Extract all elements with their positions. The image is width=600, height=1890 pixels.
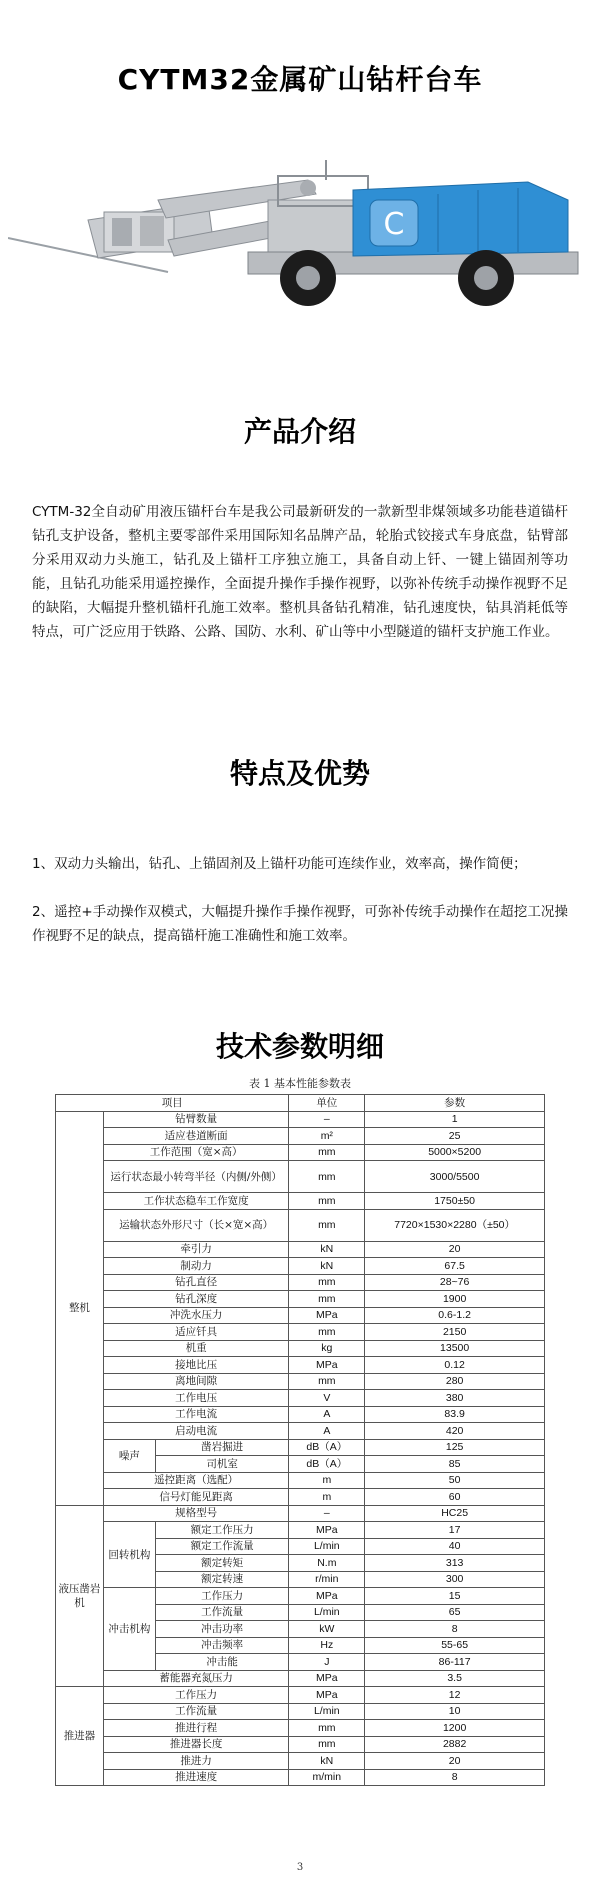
- row-name: 遥控距离（选配）: [103, 1472, 289, 1489]
- row-name: 推进行程: [103, 1720, 289, 1737]
- row-value: 13500: [365, 1340, 545, 1357]
- row-value: 2882: [365, 1736, 545, 1753]
- row-unit: mm: [289, 1144, 365, 1161]
- row-unit: A: [289, 1423, 365, 1440]
- row-unit: mm: [289, 1209, 365, 1241]
- row-value: 0.6-1.2: [365, 1307, 545, 1324]
- table-row: [56, 1144, 545, 1161]
- row-unit: V: [289, 1390, 365, 1407]
- row-name: 推进力: [103, 1753, 289, 1770]
- row-value: 0.12: [365, 1357, 545, 1374]
- row-value: 7720×1530×2280（±50）: [365, 1209, 545, 1241]
- row-name: 钻臂数量: [103, 1111, 289, 1128]
- row-unit: L/min: [289, 1538, 365, 1555]
- table-row: [56, 1291, 545, 1308]
- section-heading-specs: 技术参数明细: [215, 1030, 384, 1063]
- section-heading-features: 特点及优势: [229, 757, 370, 790]
- table-row: [56, 1670, 545, 1687]
- intro-paragraph: CYTM-32全自动矿用液压锚杆台车是我公司最新研发的一款新型非煤领域多功能巷道锚杆钻孔支护设备，整机主要零部件采用国际知名品牌产品，轮胎式铰接式车身底盘，钻臂部分采用双动力头施工，钻孔及上锚杆工序独立施工，具备自动上钎、一键上锚固剂等功能，且钻孔功能采用遥控操作，全面提升操作手操作视野，以弥补传统手动操作视野不足的缺陷，大幅提升整机锚杆孔施工效率。整机具备钻孔精准，钻孔速度快，钻具消耗低等特点，可广泛应用于铁路、公路、国防、水利、矿山等中小型隧道的锚杆支护施工作业。: [32, 504, 568, 640]
- table-row: [56, 1522, 545, 1539]
- row-unit: J: [289, 1654, 365, 1671]
- row-name: 工作流量: [103, 1703, 289, 1720]
- page-title: CYTM32金属矿山钻杆台车: [117, 63, 483, 96]
- row-value: 8: [365, 1769, 545, 1786]
- row-unit: m²: [289, 1128, 365, 1145]
- row-name: 额定转速: [155, 1571, 289, 1588]
- table-row: [56, 1307, 545, 1324]
- row-unit: m/min: [289, 1769, 365, 1786]
- section-heading-intro: 产品介绍: [243, 415, 356, 448]
- row-unit: –: [289, 1505, 365, 1522]
- row-unit: mm: [289, 1324, 365, 1341]
- row-unit: r/min: [289, 1571, 365, 1588]
- table-row: [56, 1687, 545, 1704]
- table-row: [56, 1423, 545, 1440]
- row-value: 17: [365, 1522, 545, 1539]
- row-value: 1200: [365, 1720, 545, 1737]
- row-unit: m: [289, 1472, 365, 1489]
- table-row: [56, 1406, 545, 1423]
- row-name: 适应巷道断面: [103, 1128, 289, 1145]
- row-name: 牵引力: [103, 1241, 289, 1258]
- row-unit: MPa: [289, 1357, 365, 1374]
- row-value: 3.5: [365, 1670, 545, 1687]
- row-unit: MPa: [289, 1307, 365, 1324]
- row-unit: A: [289, 1406, 365, 1423]
- row-value: 125: [365, 1439, 545, 1456]
- row-name: 司机室: [155, 1456, 289, 1473]
- row-value: 85: [365, 1456, 545, 1473]
- row-value: 25: [365, 1128, 545, 1145]
- group-label-rock-drill: 液压凿岩机: [56, 1505, 104, 1687]
- row-name: 工作状态稳车工作宽度: [103, 1193, 289, 1210]
- row-name: 规格型号: [103, 1505, 289, 1522]
- row-name: 冲击能: [155, 1654, 289, 1671]
- row-name: 凿岩掘进: [155, 1439, 289, 1456]
- group-label-noise: 噪声: [103, 1439, 155, 1472]
- row-unit: mm: [289, 1291, 365, 1308]
- feature-item-1: 1、双动力头输出，钻孔、上锚固剂及上锚杆功能可连续作业，效率高，操作简便；: [32, 856, 527, 872]
- row-unit: kN: [289, 1258, 365, 1275]
- row-name: 工作电流: [103, 1406, 289, 1423]
- row-unit: mm: [289, 1373, 365, 1390]
- row-value: 20: [365, 1753, 545, 1770]
- row-value: 313: [365, 1555, 545, 1572]
- table-row: [56, 1357, 545, 1374]
- table-row: [56, 1193, 545, 1210]
- table-row: [56, 1161, 545, 1193]
- row-unit: mm: [289, 1736, 365, 1753]
- row-name: 蓄能器充氮压力: [103, 1670, 289, 1687]
- row-value: 5000×5200: [365, 1144, 545, 1161]
- row-name: 冲击频率: [155, 1637, 289, 1654]
- table-row: [56, 1505, 545, 1522]
- row-name: 启动电流: [103, 1423, 289, 1440]
- group-label-rotation: 回转机构: [103, 1522, 155, 1588]
- row-unit: N.m: [289, 1555, 365, 1572]
- row-value: 280: [365, 1373, 545, 1390]
- row-name: 额定转矩: [155, 1555, 289, 1572]
- row-unit: L/min: [289, 1703, 365, 1720]
- group-label-machine: 整机: [56, 1111, 104, 1505]
- table-row: [56, 1489, 545, 1506]
- table-row: [56, 1258, 545, 1275]
- row-value: 86-117: [365, 1654, 545, 1671]
- row-name: 离地间隙: [103, 1373, 289, 1390]
- row-unit: m: [289, 1489, 365, 1506]
- row-unit: mm: [289, 1161, 365, 1193]
- table-row: [56, 1703, 545, 1720]
- row-unit: Hz: [289, 1637, 365, 1654]
- row-unit: kN: [289, 1753, 365, 1770]
- row-name: 额定工作压力: [155, 1522, 289, 1539]
- row-value: 420: [365, 1423, 545, 1440]
- header-param: 参数: [365, 1095, 545, 1112]
- row-value: 65: [365, 1604, 545, 1621]
- row-value: 55-65: [365, 1637, 545, 1654]
- row-value: 1900: [365, 1291, 545, 1308]
- table-row: [56, 1390, 545, 1407]
- header-unit: 单位: [289, 1095, 365, 1112]
- row-name: 接地比压: [103, 1357, 289, 1374]
- row-name: 冲击功率: [155, 1621, 289, 1638]
- row-unit: MPa: [289, 1588, 365, 1605]
- row-value: 10: [365, 1703, 545, 1720]
- page-number: 3: [296, 1862, 304, 1873]
- row-name: 推进速度: [103, 1769, 289, 1786]
- row-value: 12: [365, 1687, 545, 1704]
- row-name: 钻孔深度: [103, 1291, 289, 1308]
- row-value: 2150: [365, 1324, 545, 1341]
- row-unit: kg: [289, 1340, 365, 1357]
- table-row: [56, 1111, 545, 1128]
- row-name: 机重: [103, 1340, 289, 1357]
- row-value: 60: [365, 1489, 545, 1506]
- row-name: 信号灯能见距离: [103, 1489, 289, 1506]
- group-label-impact: 冲击机构: [103, 1588, 155, 1671]
- row-name: 制动力: [103, 1258, 289, 1275]
- feature-item-2: 2、遥控+手动操作双模式，大幅提升操作手操作视野，可弥补传统手动操作在超挖工况操作视野不足的缺点，提高锚杆施工准确性和施工效率。: [32, 904, 568, 944]
- row-value: 300: [365, 1571, 545, 1588]
- row-value: HC25: [365, 1505, 545, 1522]
- table-row: [56, 1588, 545, 1605]
- row-name: 工作电压: [103, 1390, 289, 1407]
- row-unit: MPa: [289, 1687, 365, 1704]
- table-row: [56, 1128, 545, 1145]
- header-item: 项目: [56, 1095, 289, 1112]
- row-unit: MPa: [289, 1670, 365, 1687]
- row-value: 20: [365, 1241, 545, 1258]
- table-row: [56, 1439, 545, 1456]
- row-value: 67.5: [365, 1258, 545, 1275]
- row-unit: mm: [289, 1193, 365, 1210]
- table-row: [56, 1274, 545, 1291]
- row-name: 工作压力: [103, 1687, 289, 1704]
- row-value: 28~76: [365, 1274, 545, 1291]
- row-name: 适应钎具: [103, 1324, 289, 1341]
- table-row: [56, 1769, 545, 1786]
- table-header-row: [56, 1095, 545, 1112]
- table-row: [56, 1241, 545, 1258]
- row-name: 冲洗水压力: [103, 1307, 289, 1324]
- row-name: 额定工作流量: [155, 1538, 289, 1555]
- row-value: 50: [365, 1472, 545, 1489]
- drill-rig-illustration: [8, 160, 592, 360]
- row-name: 工作流量: [155, 1604, 289, 1621]
- row-name: 工作压力: [155, 1588, 289, 1605]
- row-unit: mm: [289, 1274, 365, 1291]
- row-value: 1: [365, 1111, 545, 1128]
- row-value: 40: [365, 1538, 545, 1555]
- table-caption: 表 1 基本性能参数表: [249, 1077, 351, 1090]
- row-name: 钻孔直径: [103, 1274, 289, 1291]
- table-row: [56, 1340, 545, 1357]
- row-value: 3000/5500: [365, 1161, 545, 1193]
- table-row: [56, 1753, 545, 1770]
- table-row: [56, 1209, 545, 1241]
- row-unit: dB（A）: [289, 1439, 365, 1456]
- table-row: [56, 1472, 545, 1489]
- row-name: 运行状态最小转弯半径（内侧/外侧）: [103, 1161, 289, 1193]
- row-unit: –: [289, 1111, 365, 1128]
- row-unit: L/min: [289, 1604, 365, 1621]
- row-unit: kN: [289, 1241, 365, 1258]
- row-value: 1750±50: [365, 1193, 545, 1210]
- table-row: [56, 1720, 545, 1737]
- row-value: 15: [365, 1588, 545, 1605]
- table-row: [56, 1324, 545, 1341]
- badge-letter: C: [383, 207, 405, 242]
- row-unit: kW: [289, 1621, 365, 1638]
- row-unit: dB（A）: [289, 1456, 365, 1473]
- row-name: 运输状态外形尺寸（长×宽×高）: [103, 1209, 289, 1241]
- table-row: [56, 1373, 545, 1390]
- row-name: 推进器长度: [103, 1736, 289, 1753]
- spec-table: [55, 1094, 545, 1786]
- row-value: 380: [365, 1390, 545, 1407]
- row-value: 83.9: [365, 1406, 545, 1423]
- row-unit: MPa: [289, 1522, 365, 1539]
- table-row: [56, 1736, 545, 1753]
- row-value: 8: [365, 1621, 545, 1638]
- row-name: 工作范围（宽×高）: [103, 1144, 289, 1161]
- row-unit: mm: [289, 1720, 365, 1737]
- group-label-feeder: 推进器: [56, 1687, 104, 1786]
